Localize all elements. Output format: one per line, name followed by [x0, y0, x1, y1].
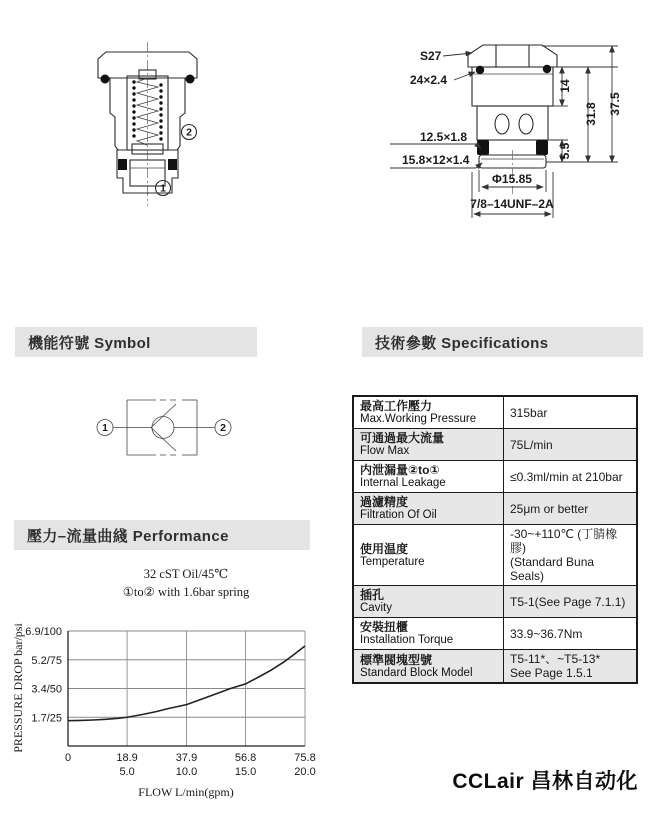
check-valve-ball	[152, 417, 174, 439]
svg-text:56.8: 56.8	[234, 752, 257, 764]
dimension-drawing	[390, 22, 645, 227]
cross-hole-right	[519, 114, 533, 134]
spec-label-en: Max.Working Pressure	[360, 413, 477, 425]
svg-text:6.9/100: 6.9/100	[25, 626, 62, 638]
oring-right	[186, 75, 195, 84]
spec-label-en: Cavity	[360, 602, 392, 614]
symbol-port1	[97, 420, 113, 436]
seal-left	[118, 159, 127, 170]
backup-ring-label: 15.8×12×1.4	[402, 153, 470, 167]
dim-37-5: 37.5	[608, 92, 622, 116]
performance-section-header	[14, 520, 310, 550]
dim-14: 14	[558, 79, 572, 93]
body-section-mid	[477, 106, 548, 140]
symbol-section-title: 機能符號 Symbol	[28, 334, 151, 352]
spec-label-zh: 最高工作壓力	[360, 399, 433, 413]
hex-head	[468, 45, 557, 67]
table-row	[353, 493, 637, 525]
performance-section-title: 壓力–流量曲綫 Performance	[27, 527, 229, 545]
symbol-section-header	[15, 327, 257, 357]
seal-12x1-left	[477, 140, 489, 155]
spec-value: -30~+110℃ (丁腈橡膠)	[510, 527, 618, 555]
svg-text:18.9: 18.9	[116, 752, 138, 764]
chart-subtitle: ①to② with 1.6bar spring	[122, 585, 250, 599]
dim-31-8: 31.8	[584, 102, 598, 126]
svg-text:0: 0	[64, 752, 72, 764]
specifications-section-header	[362, 327, 643, 357]
port1-label	[156, 181, 171, 196]
svg-text:1.7/25: 1.7/25	[31, 712, 62, 725]
table-row	[353, 650, 637, 684]
oring-left	[101, 75, 110, 84]
svg-text:10.0: 10.0	[175, 766, 198, 778]
diameter-label: Φ15.85	[492, 172, 532, 186]
performance-chart	[8, 556, 343, 806]
spec-value: 25μm or better	[510, 501, 589, 516]
svg-text:2: 2	[220, 422, 226, 434]
specifications-table	[352, 395, 638, 684]
table-row	[353, 429, 637, 461]
svg-text:37.9: 37.9	[175, 752, 198, 764]
table-row	[353, 586, 637, 618]
spec-value: 315bar	[510, 405, 548, 420]
spec-label-zh: 插孔	[360, 588, 385, 602]
spec-label-zh: 標準閥塊型號	[360, 652, 433, 667]
svg-text:1: 1	[102, 422, 108, 434]
symbol-port2	[215, 420, 231, 436]
spec-label-en: Filtration Of Oil	[360, 509, 437, 521]
hydraulic-symbol	[55, 388, 285, 468]
seal-12x1-right	[536, 140, 548, 155]
oring-24x2-left	[476, 66, 484, 74]
dim-5-5: 5.5	[558, 142, 572, 160]
svg-text:20.0: 20.0	[294, 766, 316, 778]
svg-text:15.0: 15.0	[234, 766, 257, 778]
spec-label-en: Temperature	[360, 555, 425, 568]
spec-label-zh: 安裝扭櫃	[360, 620, 409, 634]
spec-value: 33.9~36.7Nm	[510, 626, 583, 641]
x-axis-label: FLOW L/min(gpm)	[138, 785, 234, 799]
svg-text:3.4/50: 3.4/50	[31, 683, 62, 696]
oring-label: 24×2.4	[410, 73, 448, 87]
valve-cross-section-drawing	[75, 28, 225, 213]
spec-label-zh: 可通過最大流量	[360, 431, 445, 445]
spec-label-en: Internal Leakage	[360, 477, 446, 489]
spec-label-en: Installation Torque	[360, 634, 454, 646]
spec-value: ≤0.3ml/min at 210bar	[510, 469, 623, 484]
chart-title: 32 cST Oil/45℃	[143, 567, 229, 581]
table-row	[353, 618, 637, 650]
svg-text:5.0: 5.0	[119, 766, 135, 778]
svg-text:2: 2	[186, 126, 192, 139]
plot-area	[25, 626, 315, 778]
spec-label-zh: 使用温度	[360, 541, 409, 556]
svg-text:5.2/75: 5.2/75	[31, 654, 62, 667]
thread-label: 7/8–14UNF–2A	[470, 197, 554, 211]
spec-label-en: Standard Block Model	[360, 666, 473, 679]
spec-label-zh: 過濾精度	[360, 495, 409, 509]
spec-value-line2: See Page 1.5.1	[510, 666, 593, 680]
seal-label: 12.5×1.8	[420, 130, 468, 144]
table-row	[353, 396, 637, 429]
specifications-section-title: 技術參數 Specifications	[375, 334, 549, 352]
spec-label-zh: 内泄漏量②to①	[360, 463, 440, 477]
cross-hole-left	[495, 114, 509, 134]
table-row	[353, 461, 637, 493]
company-logo: CCLair 昌林自动化	[452, 770, 638, 793]
oring-24x2-right	[543, 65, 551, 73]
svg-text:75.8: 75.8	[294, 752, 316, 764]
svg-text:1: 1	[160, 182, 166, 195]
body-section-upper	[472, 67, 553, 106]
spec-value: T5-11*、~T5-13*	[510, 652, 601, 666]
spec-value-line2: (Standard Buna Seals)	[510, 555, 595, 583]
port2-label	[182, 125, 197, 140]
spec-value: T5-1(See Page 7.1.1)	[510, 594, 626, 609]
y-axis-label: PRESSURE DROP bar/psi	[11, 623, 25, 753]
spec-value: 75L/min	[510, 437, 553, 452]
hex-size-label: S27	[420, 49, 442, 63]
spec-label-en: Flow Max	[360, 445, 410, 457]
table-row	[353, 525, 637, 586]
seal-right	[168, 159, 177, 170]
